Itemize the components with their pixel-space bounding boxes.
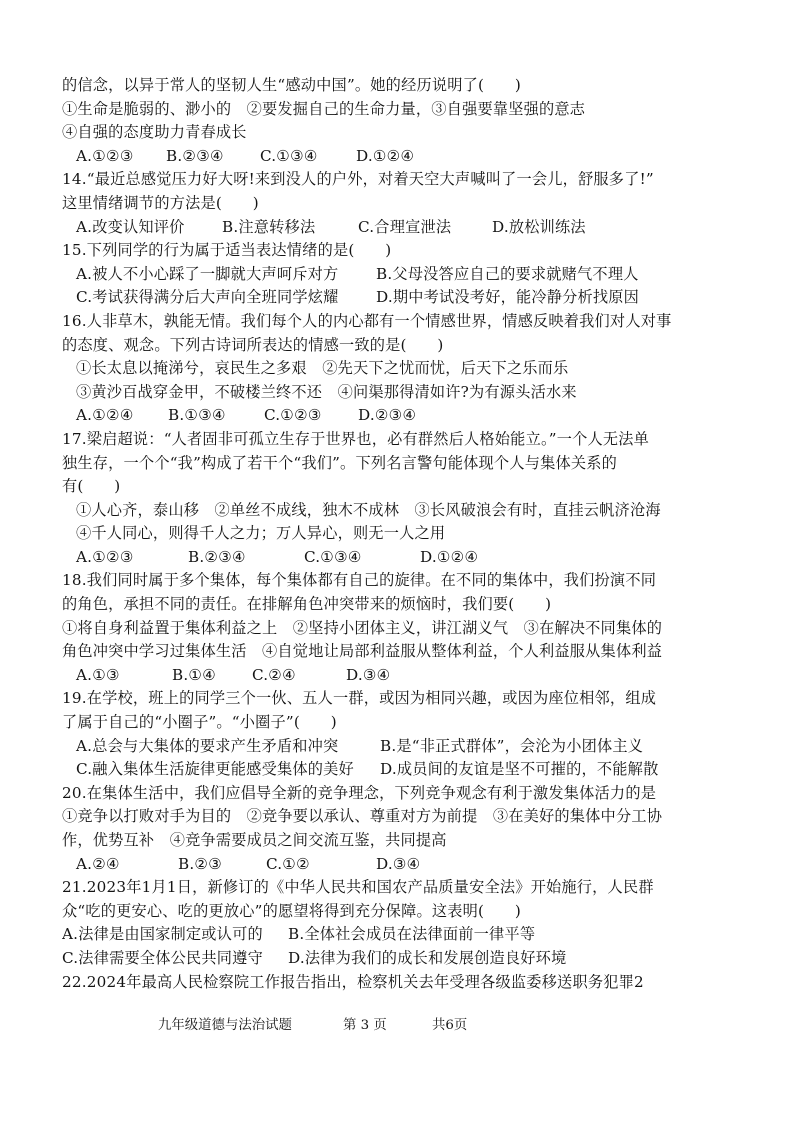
exam-page <box>62 74 752 994</box>
q20-option-b: B.②③ <box>178 854 223 873</box>
q13-option-b: B.②③④ <box>166 146 224 165</box>
q19-option-d: D.成员间的友谊是坚不可摧的，不能解散 <box>380 760 659 779</box>
q19-options-row-2 <box>62 758 752 782</box>
q21-option-c: C.法律需要全体公民共同遵守 <box>62 948 263 967</box>
question-14-stem: 14.“最近总感觉压力好大呀!来到没人的户外，对着天空大声喊叫了一会儿，舒服多了!” <box>62 170 654 189</box>
q21-option-a: A.法律是由国家制定或认可的 <box>62 925 263 944</box>
question-13-tail: 的信念，以异于常人的坚韧人生“感动中国”。她的经历说明了( ) <box>62 76 522 94</box>
question-14-stem-2: 这里情绪调节的方法是( ) <box>62 193 259 212</box>
q13-option-a: A.①②③ <box>76 146 134 165</box>
q13-option-c: C.①③④ <box>260 146 318 165</box>
q13-option-d: D.①②④ <box>356 146 415 165</box>
q15-option-c: C.考试获得满分后大声向全班同学炫耀 <box>76 288 339 307</box>
question-19-stem: 19.在学校，班上的同学三个一伙、五人一群，或因为相同兴趣，或因为座位相邻，组成 <box>62 689 657 708</box>
q18-option-d: D.③④ <box>346 665 391 684</box>
q18-statements-1: ①将自身利益置于集体利益之上 ②坚持小团体主义，讲江湖义气 ③在解决不同集体的 <box>62 618 663 637</box>
q15-option-a: A.被人不小心踩了一脚就大声呵斥对方 <box>76 264 339 283</box>
q13-options <box>62 145 752 169</box>
q17-statements-2: ④千人同心，则得千人之力；万人异心，则无一人之用 <box>76 524 446 543</box>
q20-options <box>62 853 752 877</box>
q20-option-c: C.①② <box>266 854 310 873</box>
q20-statements-1: ①竞争以打败对手为目的 ②竞争要以承认、尊重对方为前提 ③在美好的集体中分工协 <box>62 807 663 826</box>
q19-option-b: B.是“非正式群体”，会沦为小团体主义 <box>380 736 644 755</box>
q20-option-a: A.②④ <box>76 854 120 873</box>
question-22-stem: 22.2024年最高人民检察院工作报告指出，检察机关去年受理各级监委移送职务犯罪2 <box>62 972 644 991</box>
q17-option-b: B.②③④ <box>188 547 246 566</box>
q16-option-a: A.①②④ <box>76 406 134 425</box>
question-18-stem: 18.我们同时属于多个集体，每个集体都有自己的旋律。在不同的集体中，我们扮演不同 <box>62 571 657 590</box>
q19-option-a: A.总会与大集体的要求产生矛盾和冲突 <box>76 736 339 755</box>
question-15-stem: 15.下列同学的行为属于适当表达情绪的是( ) <box>62 241 392 260</box>
q14-option-c: C.合理宣泄法 <box>358 217 452 236</box>
q18-option-c: C.②④ <box>252 665 296 684</box>
q18-statements-2: 角色冲突中学习过集体生活 ④自觉地让局部利益服从整体利益，个人利益服从集体利益 <box>62 642 663 661</box>
q21-options-row-1 <box>62 923 752 947</box>
q15-option-b: B.父母没答应自己的要求就赌气不理人 <box>376 264 639 283</box>
question-20-stem: 20.在集体生活中，我们应倡导全新的竞争理念，下列竞争观念有利于激发集体活力的是 <box>62 783 657 802</box>
q15-option-d: D.期中考试没考好，能冷静分析找原因 <box>376 288 640 307</box>
question-21-stem: 21.2023年1月1日，新修订的《中华人民共和国农产品质量安全法》开始施行，人民群 <box>62 878 654 897</box>
q17-option-a: A.①②③ <box>76 547 134 566</box>
q21-option-b: B.全体社会成员在法律面前一律平等 <box>288 925 536 944</box>
page-footer <box>0 1016 794 1036</box>
question-17-stem-2: 独生存，一个个“我”构成了若干个“我们”。下列名言警句能体现个人与集体关系的 <box>62 453 618 472</box>
q20-statements-2: 作，优势互补 ④竞争需要成员之间交流互鉴，共同提高 <box>62 831 447 849</box>
q17-options <box>62 546 752 570</box>
q14-option-b: B.注意转移法 <box>222 217 316 236</box>
question-17-stem-3: 有( ) <box>62 477 121 496</box>
q17-option-c: C.①③④ <box>304 547 362 566</box>
q18-option-a: A.①③ <box>76 665 120 684</box>
q15-options-row-1 <box>62 263 752 287</box>
q17-option-d: D.①②④ <box>420 547 479 566</box>
q18-options <box>62 664 752 688</box>
q16-options <box>62 404 752 428</box>
q21-options-row-2 <box>62 947 752 971</box>
q16-option-d: D.②③④ <box>358 406 417 425</box>
question-19-stem-2: 了属于自己的“小圈子”。“小圈子”( ) <box>62 713 337 732</box>
q19-option-c: C.融入集体生活旋律更能感受集体的美好 <box>76 760 354 779</box>
q16-option-c: C.①②③ <box>264 406 322 425</box>
footer-total-pages: 共6页 <box>432 1018 468 1033</box>
q17-statements-1: ①人心齐，泰山移 ②单丝不成线，独木不成林 ③长风破浪会有时，直挂云帆济沧海 <box>76 500 661 519</box>
question-17-stem: 17.梁启超说：“人者固非可孤立生存于世界也，必有群然后人格始能立。”一个人无法单 <box>62 429 650 448</box>
footer-page-number: 第 3 页 <box>343 1018 387 1033</box>
q14-option-d: D.放松训练法 <box>492 217 586 236</box>
q16-statements-2: ③黄沙百战穿金甲，不破楼兰终不还 ④问渠那得清如许?为有源头活水来 <box>76 382 577 401</box>
q14-option-a: A.改变认知评价 <box>76 217 185 236</box>
q13-statements-1: ①生命是脆弱的、渺小的 ②要发掘自己的生命力量，③自强要靠坚强的意志 <box>62 99 586 118</box>
question-16-stem: 16.人非草木，孰能无情。我们每个人的内心都有一个情感世界，情感反映着我们对人对事 <box>62 311 672 330</box>
q21-option-d: D.法律为我们的成长和发展创造良好环境 <box>288 948 567 967</box>
q20-option-d: D.③④ <box>376 854 421 873</box>
q16-option-b: B.①③④ <box>168 406 226 425</box>
footer-subject: 九年级道德与法治试题 <box>158 1018 292 1033</box>
question-21-stem-2: 众“吃的更安心、吃的更放心”的愿望将得到充分保障。这表明( ) <box>62 901 522 920</box>
q13-statements-2: ④自强的态度助力青春成长 <box>62 123 247 142</box>
q16-statements-1: ①长太息以掩涕兮，哀民生之多艰 ②先天下之忧而忧，后天下之乐而乐 <box>76 359 569 378</box>
question-16-stem-2: 的态度、观念。下列古诗词所表达的情感一致的是( ) <box>62 335 444 354</box>
q19-options-row-1 <box>62 735 752 759</box>
q15-options-row-2 <box>62 286 752 310</box>
question-18-stem-2: 的角色，承担不同的责任。在排解角色冲突带来的烦恼时，我们要( ) <box>62 595 552 614</box>
q14-options <box>62 216 752 240</box>
q18-option-b: B.①④ <box>172 665 217 684</box>
